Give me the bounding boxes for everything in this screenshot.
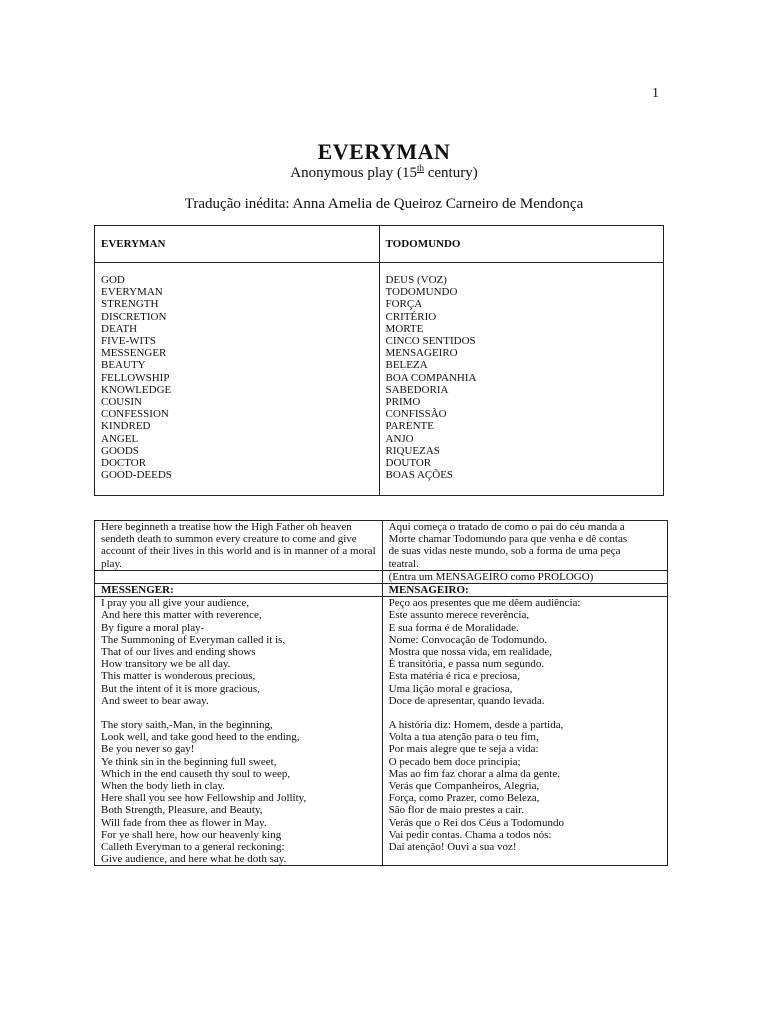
verse-line: Força, como Prazer, como Beleza, bbox=[388, 792, 540, 805]
cast-member-english: DISCRETION bbox=[101, 310, 167, 323]
cast-member-english: CONFESSION bbox=[101, 408, 169, 421]
verse-line: Ye think sin in the beginning full sweet, bbox=[101, 755, 277, 768]
verse-line: And here this matter with reverence, bbox=[101, 609, 262, 622]
cast-member-english: COUSIN bbox=[101, 396, 142, 409]
verse-line: How transitory we be all day. bbox=[101, 658, 231, 671]
cast-header-row bbox=[95, 226, 664, 263]
cast-header-portuguese: TODOMUNDO bbox=[379, 226, 664, 263]
cast-list-row bbox=[95, 263, 664, 496]
cast-member-portuguese: CRITÉRIO bbox=[385, 310, 437, 323]
speaker-row bbox=[95, 584, 668, 597]
speaker-english: MESSENGER: bbox=[95, 584, 383, 597]
cast-member-portuguese: CONFISSÃO bbox=[385, 408, 447, 421]
verse-line: Uma lição moral e graciosa, bbox=[388, 682, 513, 695]
verse-line: But the intent of it is more gracious, bbox=[101, 682, 260, 695]
verse-line: Calleth Everyman to a general reckoning: bbox=[101, 841, 285, 854]
cast-member-english: GOOD-DEEDS bbox=[101, 469, 172, 482]
verse-line: Here shall you see how Fellowship and Jollity, bbox=[101, 792, 307, 805]
intro-line: Here beginneth a treatise how the High Father oh heaven bbox=[101, 521, 352, 533]
cast-member-english: KNOWLEDGE bbox=[101, 383, 172, 396]
stanza-gap bbox=[101, 707, 376, 719]
cast-member-english: FELLOWSHIP bbox=[101, 371, 170, 384]
cast-member-portuguese: MENSAGEIRO bbox=[385, 347, 458, 360]
verse-line: Which in the end causeth thy soul to weep, bbox=[101, 767, 291, 780]
verse-line: For ye shall here, how our heavenly king bbox=[101, 828, 282, 841]
cast-member-english: DEATH bbox=[101, 322, 138, 335]
verse-portuguese bbox=[382, 597, 667, 866]
verse-line: Mas ao fim faz chorar a alma da gente. bbox=[388, 767, 560, 780]
verse-line: Verás que o Rei dos Céus a Todomundo bbox=[388, 816, 564, 829]
intro-row bbox=[95, 521, 668, 571]
intro-portuguese bbox=[382, 521, 667, 571]
cast-list-english bbox=[95, 263, 380, 496]
verse-line: Be you never so gay! bbox=[101, 743, 195, 756]
verse-line: Doce de apresentar, quando levada. bbox=[388, 694, 545, 707]
stanza-english-1 bbox=[101, 597, 376, 707]
cast-member-english: BEAUTY bbox=[101, 359, 146, 372]
verse-line: Mostra que nossa vida, em realidade, bbox=[388, 646, 553, 659]
cast-member-english: STRENGTH bbox=[101, 298, 159, 311]
cast-member-portuguese: MORTE bbox=[385, 322, 424, 335]
cast-member-english: GOODS bbox=[101, 444, 139, 457]
subtitle-superscript: th bbox=[416, 163, 424, 173]
cast-header-english: EVERYMAN bbox=[95, 226, 380, 263]
verse-line: Give audience, and here what he doth say. bbox=[101, 853, 287, 866]
cast-member-portuguese: BOA COMPANHIA bbox=[385, 371, 477, 384]
parallel-text-table bbox=[94, 520, 668, 866]
verse-line: Por mais alegre que te seja a vida: bbox=[388, 743, 539, 756]
cast-member-portuguese: TODOMUNDO bbox=[385, 286, 458, 299]
cast-member-portuguese: PARENTE bbox=[385, 420, 434, 433]
intro-line: Morte chamar Todomundo para que venha e dê contas bbox=[388, 533, 628, 546]
verse-line: And sweet to bear away. bbox=[101, 694, 209, 707]
cast-table bbox=[94, 225, 664, 496]
verse-line: E sua forma é de Moralidade. bbox=[388, 621, 519, 634]
verse-line: The story saith,-Man, in the beginning, bbox=[101, 719, 273, 732]
cast-member-portuguese: BELEZA bbox=[385, 359, 428, 372]
verse-row bbox=[95, 597, 668, 866]
cast-member-portuguese: FORÇA bbox=[385, 298, 423, 311]
stanza-portuguese-1 bbox=[389, 597, 661, 707]
verse-line: The Summoning of Everyman called it is, bbox=[101, 633, 286, 646]
verse-line: São flor de maio prestes a cair. bbox=[388, 804, 524, 817]
stage-direction-row bbox=[95, 570, 668, 583]
intro-line: play. bbox=[101, 557, 122, 570]
verse-line: Volta a tua atenção para o teu fim, bbox=[388, 731, 539, 744]
cast-member-english: GOD bbox=[101, 274, 125, 286]
cast-member-portuguese: BOAS AÇÕES bbox=[385, 469, 454, 482]
intro-english bbox=[95, 521, 383, 571]
verse-line: Nome: Convocação de Todomundo. bbox=[388, 633, 548, 646]
cast-member-english: DOCTOR bbox=[101, 457, 147, 470]
cast-member-portuguese: DOUTOR bbox=[385, 457, 432, 470]
cast-member-english: EVERYMAN bbox=[101, 286, 163, 299]
verse-line: When the body lieth in clay. bbox=[101, 780, 225, 793]
verse-line: Esta matéria é rica e preciosa, bbox=[388, 670, 520, 683]
verse-line: Verás que Companheiros, Alegria, bbox=[388, 780, 540, 793]
verse-line: This matter is wonderous precious, bbox=[101, 670, 256, 683]
cast-member-portuguese: CINCO SENTIDOS bbox=[385, 335, 476, 348]
intro-line: Aqui começa o tratado de como o pai do céu manda a bbox=[388, 521, 625, 533]
cast-member-english: FIVE-WITS bbox=[101, 335, 156, 348]
verse-line: A história diz: Homem, desde a partida, bbox=[388, 719, 564, 732]
cast-member-english: ANGEL bbox=[101, 432, 139, 445]
intro-line: account of their lives in this world and is in manner of a moral bbox=[101, 545, 376, 558]
verse-english bbox=[95, 597, 383, 866]
verse-line: É transitória, e passa num segundo. bbox=[388, 658, 545, 671]
verse-line: Look well, and take good heed to the ending, bbox=[101, 731, 300, 744]
subtitle-suffix: century) bbox=[423, 165, 478, 181]
cast-member-english: MESSENGER bbox=[101, 347, 167, 360]
verse-line: Will fade from thee as flower in May. bbox=[101, 816, 267, 829]
intro-line: teatral. bbox=[388, 557, 419, 570]
speaker-portuguese: MENSAGEIRO: bbox=[382, 584, 667, 597]
cast-list-portuguese bbox=[379, 263, 664, 496]
verse-line: Both Strength, Pleasure, and Beauty, bbox=[101, 804, 263, 817]
cast-member-portuguese: DEUS (VOZ) bbox=[385, 274, 447, 286]
stanza-english-2 bbox=[101, 719, 376, 865]
play-title: EVERYMAN bbox=[317, 139, 451, 164]
cast-member-portuguese: RIQUEZAS bbox=[385, 444, 440, 457]
cast-member-portuguese: ANJO bbox=[385, 432, 414, 445]
play-subtitle bbox=[0, 163, 768, 182]
translation-credit: Tradução inédita: Anna Amelia de Queiroz Carneiro de Mendonça bbox=[184, 196, 584, 212]
verse-line: I pray you all give your audience, bbox=[101, 597, 250, 610]
verse-line: Vai pedir contas. Chama a todos nós: bbox=[388, 828, 552, 841]
stanza-gap bbox=[389, 707, 661, 719]
stanza-portuguese-2 bbox=[389, 719, 661, 853]
intro-line: sendeth death to summon every creature to come and give bbox=[101, 533, 357, 546]
verse-line: Este assunto merece reverência, bbox=[388, 609, 530, 622]
subtitle-prefix: Anonymous play (15 bbox=[290, 165, 417, 181]
verse-line: Peço aos presentes que me dêem audiência: bbox=[388, 597, 581, 610]
verse-line: That of our lives and ending shows bbox=[101, 646, 256, 659]
page-number: 1 bbox=[652, 86, 659, 101]
verse-line: By figure a moral play- bbox=[101, 621, 205, 634]
cast-member-portuguese: SABEDORIA bbox=[385, 383, 449, 396]
stage-direction-english bbox=[95, 570, 383, 583]
verse-line: Daí atenção! Ouvi a sua voz! bbox=[388, 841, 517, 854]
intro-line: de suas vidas neste mundo, sob a forma de uma peça bbox=[388, 545, 621, 558]
cast-member-portuguese: PRIMO bbox=[385, 396, 421, 409]
verse-line: O pecado bem doce principia; bbox=[388, 755, 521, 768]
stage-direction-portuguese: (Entra um MENSAGEIRO como PROLOGO) bbox=[382, 570, 667, 583]
cast-member-english: KINDRED bbox=[101, 420, 151, 433]
